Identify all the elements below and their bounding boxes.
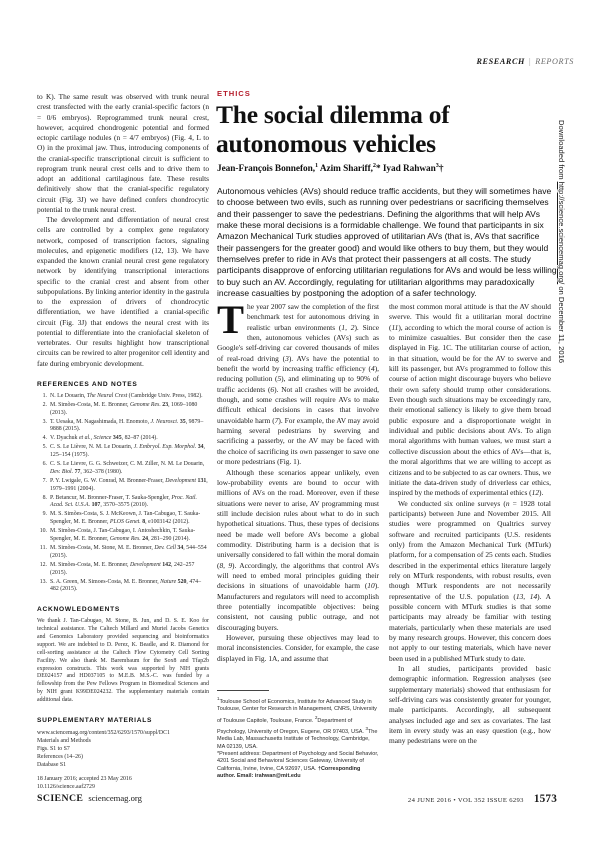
science-url: sciencemag.org	[88, 793, 142, 803]
download-sidebar-note	[557, 120, 566, 380]
body-paragraph: In all studies, participants provided basic demographic information. Regression analyses (see supplementary materials) showed that enthusiasm for self-driving cars was consistently greater for younger, male participants. Accordingly, all subsequent analyses included age and sex as covariates. The last item in every study was an easy question (e.g., how many pedestrians were on the	[389, 664, 551, 746]
running-head	[476, 57, 574, 66]
supplementary-heading: SUPPLEMENTARY MATERIALS	[37, 717, 153, 725]
article-title	[216, 100, 546, 158]
body-column-left	[217, 297, 380, 664]
body-paragraph: We conducted six online surveys (n = 1928 total participants) between June and November 2015. All studies were programmed on Qualtrics survey software and recruited participants (U.S. residents only) from the Amazon Mechanical Turk (MTurk) platform, for a compensation of 25 cents each. Studies described in the experimental ethics literature largely rely on MTurk respondents, with robust results, even though MTurk respondents are not necessarily representative of the U.S. population (13, 14). A possible concern with MTurk studies is that some participants may already be familiar with testing materials, particularly when these materials are used by many research groups. However, this concern does not apply to our testing materials, which have never been used in a published MTurk study to date.	[389, 498, 552, 663]
issue-line: 24 JUNE 2016 • VOL 352 ISSUE 6293	[407, 797, 524, 804]
affiliations-text: $^1$Toulouse School of Economics, Institute for Advanced Study in Toulouse, Center for Research in Management, CNRS, University of Toulouse Capitole, Toulouse, France. $^2$Department of Psychology, University of Oregon, Eugene, OR 97403, USA. $^3$The Media Lab, Massachusetts Institute of Technology, Cambridge, MA 02139, USA.	[217, 696, 378, 750]
reference-item: M. S. Simões-Costa, S. J. McKeown, J. Tan-Cabugao, T. Sauka-Spengler, M. E. Bronner, PLOS Genet. 8, e1003142 (2012).	[50, 511, 201, 526]
references-heading: REFERENCES AND NOTES	[37, 380, 138, 388]
body-paragraph: The year 2007 saw the completion of the first benchmark test for autonomous driving in realistic urban environments (1, 2). Since then, autonomous vehicles (AVs) such as Google's self-driving car covered thousands of miles of real-road driving (3). AVs have the potential to benefit the world by increasing traffic efficiency (4), reducing pollution (5), and eliminating up to 90% of traffic accidents (6). Not all crashes will be avoided, though, and some crashes will require AVs to make difficult ethical decisions in cases that involve unavoidable harm (7). For example, the AV may avoid harming several pedestrians by swerving and sacrificing a passerby, or the AV may be faced with the choice of sacrificing its own passenger to save one or more pedestrians (Fig. 1).	[217, 297, 380, 467]
body-column-right	[389, 302, 551, 747]
supplementary-line: References (14–26)	[37, 754, 83, 761]
reference-item: M. Simões-Costa, M. E. Bronner, Genome Res. 23, 1069–1080 (2013).	[50, 401, 198, 416]
present-address-text: *Present address: Department of Psychology and Social Behavior, 4201 Social and Behavioral Sciences Gateway, University of California, Irvine, Irvine, CA 92697, USA. †Corresponding author. Email: irahwan@mit.edu	[217, 750, 379, 780]
acknowledgments-text: We thank J. Tan-Cabugao, M. Stone, B. Jun, and D. S. E. Koo for technical assistance. The Caltech Millard and Muriel Jacobs Genetics and Genomics Laboratory provided sequencing and bioinformatics support. We are indebted to D. Perez, K. Beadle, and R. Diamond for cell-sorting assistance at the Caltech Flow Cytometry Cell Sorting Facility. We also thank M. Barembaum for the Sox8 and Tfap2b expression constructs. This work was supported by NIH grants DE024157 and HD037105 to M.E.B. M.S.-C. was funded by a fellowship from the Pew Fellows Program in Biomedical Sciences and by NIH grant K99DE024232. The supplementary materials contain additional data.	[37, 618, 209, 704]
body-paragraph: Although these scenarios appear unlikely, even low-probability events are bound to occur with millions of AVs on the road. Moreover, even if these situations were never to arise, AV programming must still include decision rules about what to do in such hypothetical situations. Thus, these types of decisions need be made well before AVs become a global commodity. Distributing harm is a decision that is universally considered to fall within the moral domain (8, 9). Accordingly, the algorithms that control AVs will need to embed moral principles guiding their decisions in situations of unavoidable harm (10). Manufacturers and regulators will need to accomplish three potentially incompatible objectives: being consistent, not causing public outrage, and not discouraging buyers.	[217, 467, 379, 632]
page-number: 1573	[533, 793, 557, 805]
running-head-section: RESEARCH	[476, 57, 525, 66]
reference-item: T. Uesaka, M. Nagashimada, H. Enomoto, J. Neurosci. 35, 9879–9888 (2015).	[50, 418, 204, 433]
reference-item: P. Betancur, M. Bronner-Fraser, T. Sauka-Spengler, Proc. Natl. Acad. Sci. U.S.A. 107, 3570–3575 (2010).	[50, 494, 197, 509]
supplementary-line: Database S1	[37, 762, 67, 769]
reference-list	[37, 393, 209, 594]
reference-item: C. S. Le Lievre, G. G. Schweizer, C. M. Ziller, N. M. Le Douarin, Dev. Biol. 77, 362–378 (1980).	[50, 461, 205, 475]
reference-item: V. Dyachuk et al., Science 345, 82–87 (2014).	[50, 435, 158, 442]
reference-item: S. A. Green, M. Simoes-Costa, M. E. Bronner, Nature 520, 474–482 (2015).	[50, 578, 202, 593]
affiliations-block	[217, 690, 379, 781]
reference-item: M. Simões-Costa, M. E. Bronner, Development 142, 242–257 (2015).	[50, 561, 195, 576]
reference-item: M. Simões-Costa, J. Tan-Cabugao, I. Antoshechkin, T. Sauka-Spengler, M. E. Bronner, Genome Res. 24, 281–290 (2014).	[50, 528, 196, 542]
supplementary-line: Figs. S1 to S7	[37, 746, 70, 753]
received-line: 18 January 2016; accepted 23 May 2016	[37, 776, 132, 783]
doi-line: 10.1126/science.aaf2729	[37, 784, 95, 790]
article-kicker: ETHICS	[217, 89, 251, 98]
body-paragraph: However, pursuing these objectives may lead to moral inconsistencies. Consider, for example, the case displayed in Fig. 1A, and assume that	[217, 633, 379, 663]
supplementary-line: www.sciencemag.org/content/352/6293/1570/suppl/DC1	[37, 730, 170, 737]
download-note-link[interactable]: http://science.sciencemag.org/	[557, 181, 566, 285]
reference-item: M. Simões-Costa, M. Stone, M. E. Bronner, Dev. Cell 34, 544–554 (2015).	[50, 544, 207, 559]
reference-item: N. Le Douarin, The Neural Crest (Cambridge Univ. Press, 1982).	[50, 392, 203, 399]
affiliation-rule	[217, 690, 269, 691]
download-note-suffix: on December 11, 2016	[557, 284, 566, 364]
body-paragraph: the most common moral attitude is that the AV should swerve. This would fit a utilitarian moral doctrine (11), according to which the moral course of action is to minimize casualties. But consider then the case displayed in Fig. 1C. The utilitarian course of action, in that situation, would be for the AV to swerve and kill its passenger, but AVs programmed to follow this course of action might discourage buyers who believe their own safety should trump other considerations. Even though such situations may be exceedingly rare, their emotional saliency is likely to give them broad public exposure and a disproportionate weight in individual and public decisions about AVs. To align moral algorithms with human values, we must start a collective discussion about the ethics of AVs—that is, the moral algorithms that we are willing to accept as citizens and to be subjected to as car owners. Thus, we initiate the data-driven study of driverless car ethics, inspired by the methods of experimental ethics (12).	[389, 302, 551, 498]
author-list: Jean-François Bonnefon,$^1$ Azim Shariff,$^2$* Iyad Rahwan$^3$†	[217, 162, 444, 175]
running-head-separator: |	[528, 57, 532, 66]
article-abstract: Autonomous vehicles (AVs) should reduce traffic accidents, but they will sometimes have to choose between two evils, such as running over pedestrians or sacrificing themselves and their passenger to save the pedestrians. Defining the algorithms that will help AVs make these moral decisions is a formidable challenge. We found that participants in six Amazon Mechanical Turk studies approved of utilitarian AVs (that is, AVs that sacrifice their passengers for the greater good) and would like others to buy them, but they would themselves prefer to ride in AVs that protect their passengers at all costs. The study participants disapprove of enforcing utilitarian regulations for AVs and would be less willing to buy such an AV. Accordingly, regulating for utilitarian algorithms may paradoxically increase casualties by postponing the adoption of a safer technology.	[217, 186, 557, 299]
article-footer	[389, 793, 557, 805]
title-line-2: autonomous vehicles	[216, 129, 436, 158]
running-head-subsection: REPORTS	[535, 57, 574, 66]
title-line-1: The social dilemma of	[216, 100, 450, 129]
left-column	[37, 92, 209, 792]
download-note-prefix: Downloaded from	[557, 120, 566, 182]
reference-item: C. S. Le Lièvre, N. M. Le Douarin, J. Embryol. Exp. Morphol. 34, 125–154 (1975).	[50, 444, 206, 459]
supplementary-list	[37, 729, 209, 769]
supplementary-line: Materials and Methods	[37, 738, 91, 745]
reference-item: P. Y. Lwigale, G. W. Conrad, M. Bronner-Fraser, Development 131, 1979–1991 (2004).	[50, 477, 208, 492]
science-footer	[37, 793, 142, 804]
continued-paragraph-1: to K). The same result was observed with trunk neural crest transfected with the early cranial-specific factors (n = 0/6 embryos). Reprogrammed trunk neural crest, however, acquired chondrogenic potential and formed ectopic cartilage nodules (n = 4/7 embryos) (Fig. 4, L to O) in the proximal jaw. Thus, introducing components of the cranial-specific transcriptional circuit is sufficient to reprogram trunk neural crest cells and to drive them to adopt an additional cartilaginous fate. These results definitively show that the cranial-specific regulatory circuit (Fig. 3J) we have defined confers chondrocytic potential to the trunk neural crest.	[37, 92, 209, 214]
acknowledgments-heading: ACKNOWLEDGMENTS	[37, 606, 121, 614]
science-wordmark: SCIENCE	[37, 793, 84, 804]
continued-paragraph-2: The development and differentiation of neural crest cells are controlled by a complex gene regulatory network, composed of transcription factors, signaling molecules, and epigenetic modifiers (12, 13). We have expanded the known cranial neural crest gene regulatory network by identifying transcriptional interactions specific to the cranial crest and absent from other subpopulations. By linking anterior identity in the gastrula to the expression of drivers of chondrocytic differentiation, we have identified a cranial-specific circuit (Fig. 3J) that endows the neural crest with its potential to differentiate into the craniofacial skeleton of vertebrates. Our results highlight how transcriptional circuits can be rewired to alter progenitor cell identity and fate during embryonic development.	[37, 215, 209, 368]
